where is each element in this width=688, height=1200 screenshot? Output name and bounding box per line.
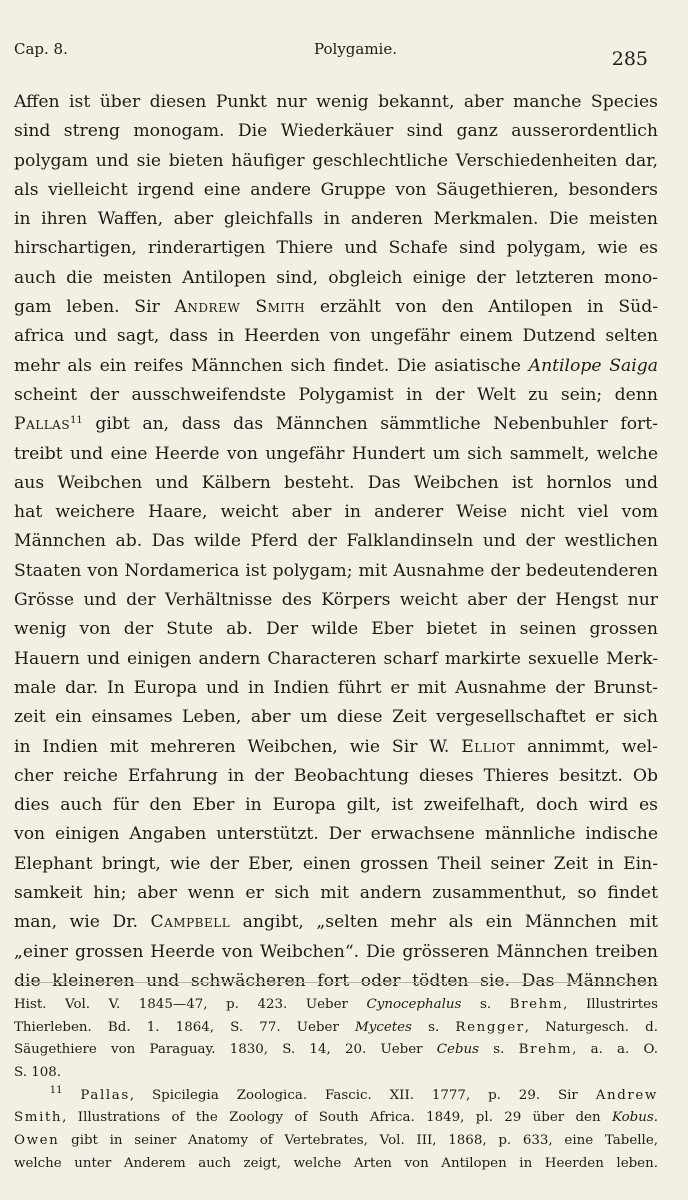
text-run: s. — [428, 1019, 440, 1035]
text-line: dies auch für den Eber in Europa gilt, ist zweifelhaft, doch wird es — [14, 795, 658, 816]
page-number: 285 — [611, 48, 648, 70]
text-run: s. — [493, 1042, 505, 1058]
text-line: „einer grossen Heerde von Weibchen“. Die grösseren Männchen treiben — [14, 941, 658, 962]
text-run: mehr als ein reifes Männchen sich findet. Die asiatische — [14, 355, 521, 376]
text-line: Elephant bringt, wie der Eber, einen grossen Theil seiner Zeit in Ein- — [14, 853, 658, 874]
text-line: die kleineren und schwächeren fort oder tödten sie. Das Männchen — [14, 970, 658, 991]
footnote-line — [14, 1130, 658, 1153]
author-name: Campbell — [150, 912, 231, 933]
author-name: Owen — [14, 1133, 60, 1149]
chapter-label: Cap. 8. — [14, 40, 68, 58]
text-line: treibt und eine Heerde von ungefähr Hundert um sich sammelt, welche — [14, 443, 658, 464]
footnote-line — [14, 1017, 658, 1040]
text-run: gibt an, dass das Männchen sämmtliche Nebenbuhler fort- — [95, 414, 658, 435]
footnote-line — [14, 1039, 658, 1062]
text-run: , Illustrirtes — [563, 997, 658, 1012]
author-name: Rengger — [455, 1019, 525, 1035]
text-run: Säugethiere von Paraguay. 1830, S. 14, 20. Ueber — [14, 1042, 423, 1058]
text-line — [14, 733, 658, 762]
footnote-line: welche unter Anderem auch zeigt, welche Arten von Antilopen in Heerden leben. — [14, 1155, 658, 1171]
text-run: Hist. Vol. V. 1845—47, p. 423. Ueber — [14, 997, 348, 1012]
text-line — [14, 410, 658, 439]
text-line: scheint der ausschweifendste Polygamist in der Welt zu sein; denn — [14, 384, 658, 405]
text-run: gibt in seiner Anatomy of Vertebrates, Vol. III, 1868, p. 633, eine Tabelle, — [71, 1133, 658, 1149]
footnotes — [14, 994, 658, 1176]
text-line: Männchen ab. Das wilde Pferd der Falklandinseln und der westlichen — [14, 531, 658, 552]
text-line: aus Weibchen und Kälbern besteht. Das Weibchen ist hornlos und — [14, 472, 658, 493]
text-run: man, wie Dr. — [14, 912, 138, 933]
text-line: hat weichere Haare, weicht aber in anderer Weise nicht viel vom — [14, 502, 658, 523]
author-name: Pallas — [14, 414, 71, 435]
text-line — [14, 293, 658, 322]
text-line — [14, 352, 658, 381]
text-line: auch die meisten Antilopen sind, obgleich einige der letzteren mono- — [14, 267, 658, 288]
text-run: annimmt, wel- — [527, 736, 658, 757]
text-line: africa und sagt, dass in Heerden von ungefähr einem Dutzend selten — [14, 326, 658, 347]
text-run: , Naturgesch. d. — [524, 1019, 659, 1035]
text-line — [14, 908, 658, 937]
text-line: Grösse und der Verhältnisse des Körpers weicht aber der Hengst nur — [14, 590, 658, 611]
text-run: , Illustrations of the Zoology of South Africa. 1849, pl. 29 über den — [62, 1110, 601, 1126]
text-run: angibt, „selten mehr als ein Männchen mit — [242, 912, 658, 933]
text-run: s. — [479, 997, 492, 1012]
text-line: samkeit hin; aber wenn er sich mit andern zusammenthut, so findet — [14, 883, 658, 904]
footnote-line — [14, 1107, 658, 1130]
genus-name: Mycetes — [355, 1019, 412, 1035]
text-line: hirschartigen, rinderartigen Thiere und Schafe sind polygam, wie es — [14, 238, 658, 259]
author-name: Smith — [14, 1110, 63, 1126]
footnote-line — [14, 994, 658, 1017]
main-text — [14, 88, 658, 996]
text-run: gam leben. Sir — [14, 297, 160, 318]
text-run: , a. a. O. — [572, 1042, 658, 1058]
text-line: in ihren Waffen, aber gleichfalls in anderen Merkmalen. Die meisten — [14, 209, 658, 230]
running-header — [14, 40, 648, 68]
author-name: Brehm — [518, 1042, 573, 1058]
text-line: von einigen Angaben unterstützt. Der erwachsene männliche indische — [14, 824, 658, 845]
running-title: Polygamie. — [314, 40, 397, 58]
author-name: Brehm — [509, 997, 564, 1012]
genus-name: Cynocephalus — [366, 997, 462, 1012]
text-line: sind streng monogam. Die Wiederkäuer sind ganz ausserordentlich — [14, 121, 658, 142]
footnote-line — [14, 1085, 658, 1108]
author-name: Andrew — [595, 1087, 658, 1103]
text-run: erzählt von den Antilopen in Süd- — [319, 297, 659, 318]
text-run: in Indien mit mehreren Weibchen, wie Sir W. — [14, 736, 450, 757]
text-run: Thierleben. Bd. 1. 1864, S. 77. Ueber — [14, 1019, 339, 1035]
footnote-marker: 11 — [49, 1084, 63, 1096]
text-line: Affen ist über diesen Punkt nur wenig bekannt, aber manche Species — [14, 92, 658, 112]
author-name: Elliot — [461, 736, 516, 757]
text-line: cher reiche Erfahrung in der Beobachtung dieses Thieres besitzt. Ob — [14, 765, 658, 786]
text-line: polygam und sie bieten häufiger geschlechtliche Verschiedenheiten dar, — [14, 150, 658, 171]
footnote-ref: 11 — [70, 415, 83, 427]
text-line: wenig von der Stute ab. Der wilde Eber bietet in seinen grossen — [14, 619, 658, 640]
text-line: Hauern und einigen andern Characteren scharf markirte sexuelle Merk- — [14, 648, 658, 669]
author-name: Andrew Smith — [174, 297, 306, 318]
text-line: Staaten von Nordamerica ist polygam; mit Ausnahme der bedeutenderen — [14, 560, 658, 581]
text-run: , Spicilegia Zoologica. Fascic. XII. 1777, p. 29. Sir — [129, 1087, 578, 1103]
text-line: zeit ein einsames Leben, aber um diese Zeit vergesellschaftet er sich — [14, 707, 658, 728]
text-line: als vielleicht irgend eine andere Gruppe von Säugethieren, besonders — [14, 179, 658, 200]
footnote-line: S. 108. — [14, 1065, 62, 1081]
author-name: Pallas — [80, 1087, 130, 1103]
genus-name: Cebus — [436, 1042, 480, 1058]
species-name: Antilope Saiga — [528, 355, 658, 376]
footnote-divider — [14, 982, 658, 983]
genus-name: Kobus. — [611, 1110, 658, 1126]
text-line: male dar. In Europa und in Indien führt er mit Ausnahme der Brunst- — [14, 677, 658, 698]
